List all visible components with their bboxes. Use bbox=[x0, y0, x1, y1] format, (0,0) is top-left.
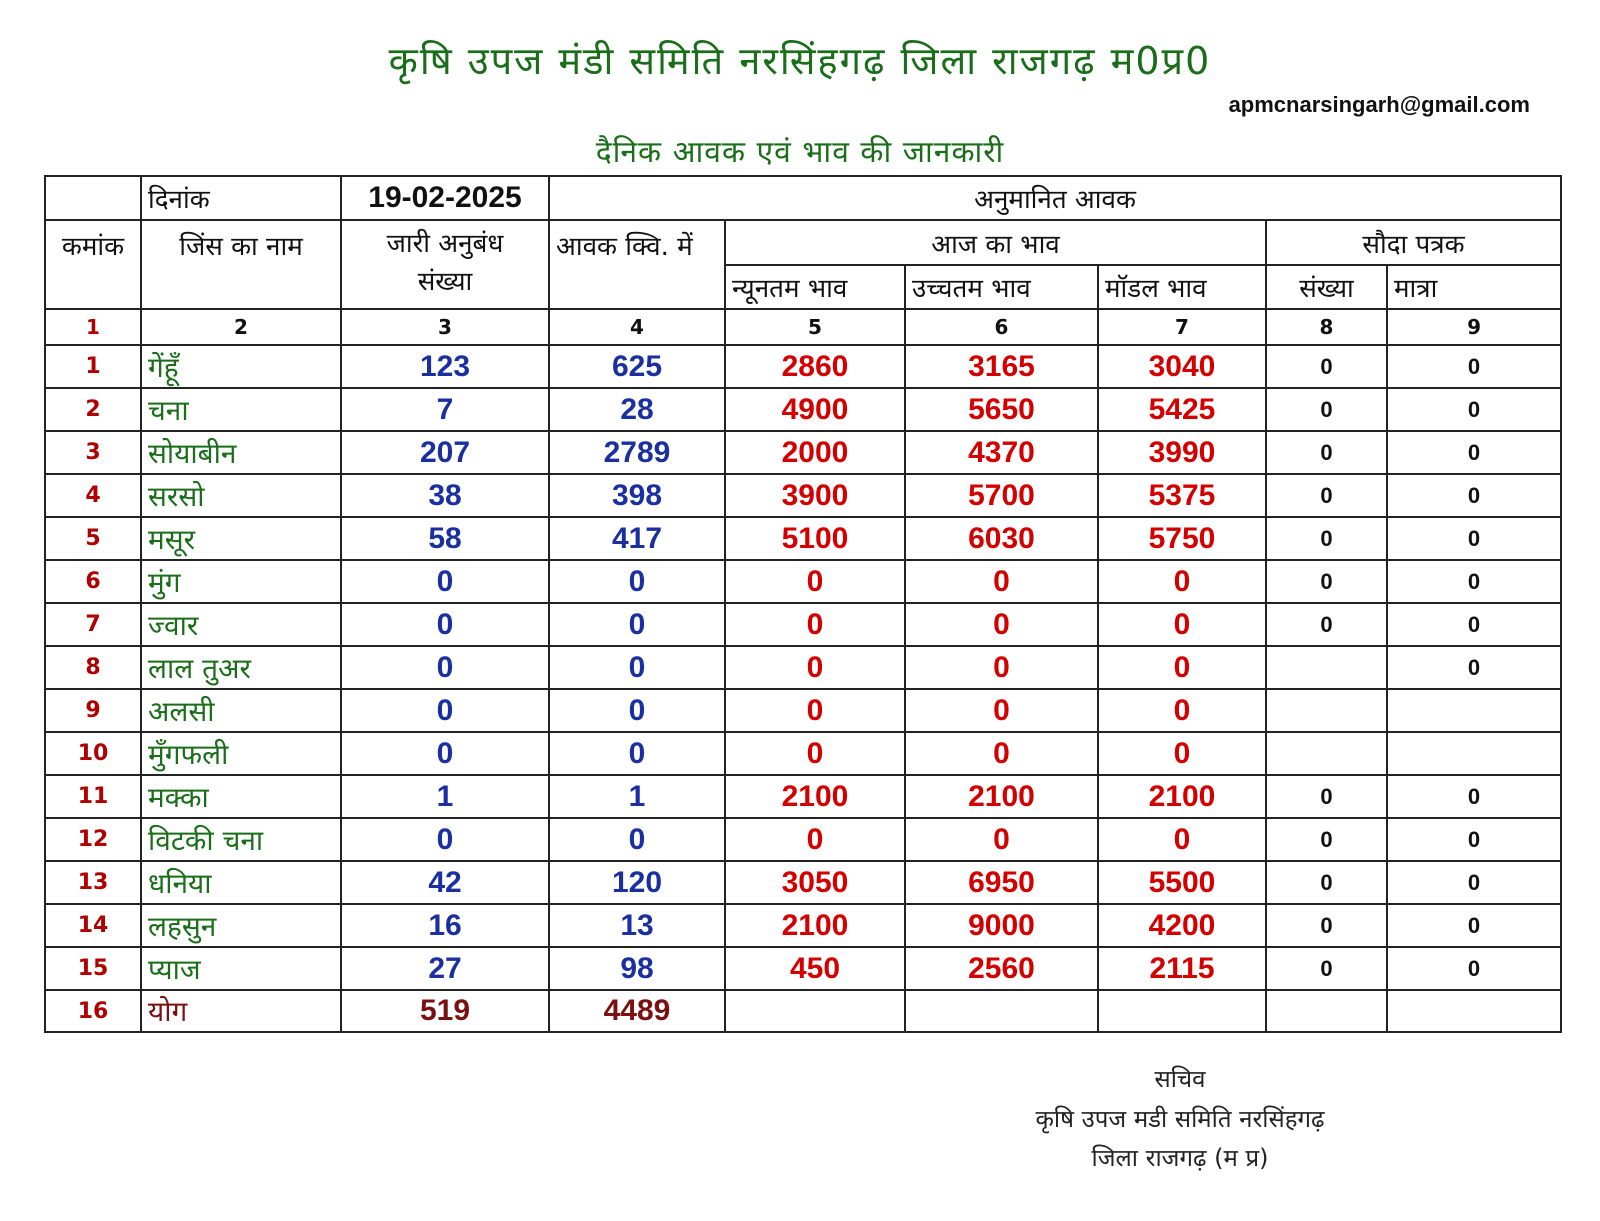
arrival-quantity: 28 bbox=[549, 388, 725, 431]
max-price: 0 bbox=[905, 560, 1098, 603]
total-serial: 16 bbox=[45, 990, 141, 1032]
contracts-count: 0 bbox=[341, 818, 549, 861]
min-price: 0 bbox=[725, 818, 905, 861]
min-price: 0 bbox=[725, 732, 905, 775]
date-label: दिनांक bbox=[141, 176, 341, 220]
deal-count: 0 bbox=[1266, 431, 1387, 474]
max-price: 0 bbox=[905, 732, 1098, 775]
arrival-quantity: 0 bbox=[549, 818, 725, 861]
table-row bbox=[45, 646, 1561, 689]
serial-number: 3 bbox=[45, 431, 141, 474]
serial-number: 5 bbox=[45, 517, 141, 560]
column-index: 5 bbox=[725, 309, 905, 345]
crop-name: मुंग bbox=[141, 560, 341, 603]
serial-number: 1 bbox=[45, 345, 141, 388]
signature-org: कृषि उपज मडी समिति नरसिंहगढ़ bbox=[1035, 1105, 1325, 1133]
table-row bbox=[45, 947, 1561, 990]
arrival-quantity: 417 bbox=[549, 517, 725, 560]
deal-count: 0 bbox=[1266, 947, 1387, 990]
deal-count bbox=[1266, 646, 1387, 689]
contracts-count: 0 bbox=[341, 646, 549, 689]
max-price: 5700 bbox=[905, 474, 1098, 517]
crop-name: मुँगफली bbox=[141, 732, 341, 775]
table-row bbox=[45, 431, 1561, 474]
contracts-count: 7 bbox=[341, 388, 549, 431]
deal-count: 0 bbox=[1266, 474, 1387, 517]
table-row bbox=[45, 388, 1561, 431]
count-header: संख्या bbox=[1266, 265, 1387, 309]
model-price: 0 bbox=[1098, 689, 1266, 732]
min-price: 0 bbox=[725, 689, 905, 732]
min-price: 0 bbox=[725, 603, 905, 646]
contracts-count: 207 bbox=[341, 431, 549, 474]
serial-number: 11 bbox=[45, 775, 141, 818]
deal-count: 0 bbox=[1266, 388, 1387, 431]
todays-price-header: आज का भाव bbox=[725, 220, 1266, 265]
arrival-quantity: 0 bbox=[549, 560, 725, 603]
crop-name: मक्का bbox=[141, 775, 341, 818]
model-price: 0 bbox=[1098, 732, 1266, 775]
model-price: 5750 bbox=[1098, 517, 1266, 560]
deal-count: 0 bbox=[1266, 861, 1387, 904]
arrival-quantity: 625 bbox=[549, 345, 725, 388]
model-price: 2115 bbox=[1098, 947, 1266, 990]
max-price-header: उच्चतम भाव bbox=[905, 265, 1098, 309]
empty-cell bbox=[1098, 990, 1266, 1032]
min-price: 450 bbox=[725, 947, 905, 990]
max-price: 2100 bbox=[905, 775, 1098, 818]
arrival-quantity: 98 bbox=[549, 947, 725, 990]
contracts-count: 0 bbox=[341, 603, 549, 646]
serial-number: 13 bbox=[45, 861, 141, 904]
crop-name: मसूर bbox=[141, 517, 341, 560]
contracts-count: 0 bbox=[341, 689, 549, 732]
crop-name: लाल तुअर bbox=[141, 646, 341, 689]
model-price-header: मॉडल भाव bbox=[1098, 265, 1266, 309]
min-price: 0 bbox=[725, 646, 905, 689]
crop-name-header: जिंस का नाम bbox=[141, 220, 341, 309]
serial-number: 2 bbox=[45, 388, 141, 431]
total-row bbox=[45, 990, 1561, 1032]
contracts-count: 123 bbox=[341, 345, 549, 388]
max-price: 0 bbox=[905, 603, 1098, 646]
deal-quantity bbox=[1387, 732, 1561, 775]
arrival-quantity: 0 bbox=[549, 646, 725, 689]
deal-quantity: 0 bbox=[1387, 474, 1561, 517]
contracts-header-line1: जारी अनुबंध bbox=[386, 229, 504, 259]
crop-name: ज्वार bbox=[141, 603, 341, 646]
empty-cell bbox=[725, 990, 905, 1032]
arrival-quantity: 0 bbox=[549, 603, 725, 646]
min-price: 2100 bbox=[725, 775, 905, 818]
page-subtitle: दैनिक आवक एवं भाव की जानकारी bbox=[595, 135, 1005, 170]
min-price: 0 bbox=[725, 560, 905, 603]
contracts-count: 16 bbox=[341, 904, 549, 947]
deal-quantity: 0 bbox=[1387, 775, 1561, 818]
crop-name: प्याज bbox=[141, 947, 341, 990]
arrival-quantity: 2789 bbox=[549, 431, 725, 474]
max-price: 0 bbox=[905, 689, 1098, 732]
total-contracts: 519 bbox=[341, 990, 549, 1032]
table-row bbox=[45, 775, 1561, 818]
deal-count bbox=[1266, 689, 1387, 732]
serial-number: 6 bbox=[45, 560, 141, 603]
empty-cell bbox=[1387, 990, 1561, 1032]
max-price: 0 bbox=[905, 646, 1098, 689]
model-price: 0 bbox=[1098, 646, 1266, 689]
crop-name: धनिया bbox=[141, 861, 341, 904]
serial-number: 10 bbox=[45, 732, 141, 775]
contracts-count: 1 bbox=[341, 775, 549, 818]
deal-quantity: 0 bbox=[1387, 431, 1561, 474]
page-title: कृषि उपज मंडी समिति नरसिंहगढ़ जिला राजगढ़ म0प्र0 bbox=[388, 39, 1212, 83]
deal-quantity: 0 bbox=[1387, 947, 1561, 990]
table-row bbox=[45, 474, 1561, 517]
deal-quantity: 0 bbox=[1387, 603, 1561, 646]
arrival-quantity: 398 bbox=[549, 474, 725, 517]
max-price: 0 bbox=[905, 818, 1098, 861]
min-price: 5100 bbox=[725, 517, 905, 560]
table-row bbox=[45, 818, 1561, 861]
deal-count: 0 bbox=[1266, 345, 1387, 388]
contracts-count: 38 bbox=[341, 474, 549, 517]
contracts-header bbox=[341, 220, 549, 309]
deal-quantity: 0 bbox=[1387, 388, 1561, 431]
crop-name: अलसी bbox=[141, 689, 341, 732]
column-index: 2 bbox=[141, 309, 341, 345]
column-index: 4 bbox=[549, 309, 725, 345]
table-row bbox=[45, 345, 1561, 388]
crop-name: चना bbox=[141, 388, 341, 431]
crop-name: सोयाबीन bbox=[141, 431, 341, 474]
column-index: 9 bbox=[1387, 309, 1561, 345]
deal-quantity: 0 bbox=[1387, 818, 1561, 861]
deal-count: 0 bbox=[1266, 904, 1387, 947]
blank-cell bbox=[45, 176, 141, 220]
table-row bbox=[45, 861, 1561, 904]
contracts-count: 42 bbox=[341, 861, 549, 904]
signature-district: जिला राजगढ़ (म प्र) bbox=[1091, 1144, 1269, 1172]
total-arrival: 4489 bbox=[549, 990, 725, 1032]
deal-count bbox=[1266, 732, 1387, 775]
contracts-count: 0 bbox=[341, 560, 549, 603]
min-price-header: न्यूनतम भाव bbox=[725, 265, 905, 309]
model-price: 0 bbox=[1098, 560, 1266, 603]
signature-title: सचिव bbox=[1154, 1065, 1206, 1093]
deal-quantity: 0 bbox=[1387, 861, 1561, 904]
date-row bbox=[45, 176, 1561, 220]
contracts-count: 58 bbox=[341, 517, 549, 560]
max-price: 6950 bbox=[905, 861, 1098, 904]
deal-count: 0 bbox=[1266, 775, 1387, 818]
deal-quantity: 0 bbox=[1387, 646, 1561, 689]
max-price: 2560 bbox=[905, 947, 1098, 990]
serial-number: 7 bbox=[45, 603, 141, 646]
table-row bbox=[45, 689, 1561, 732]
serial-number: 8 bbox=[45, 646, 141, 689]
table-row bbox=[45, 560, 1561, 603]
model-price: 0 bbox=[1098, 603, 1266, 646]
model-price: 5375 bbox=[1098, 474, 1266, 517]
deal-quantity: 0 bbox=[1387, 560, 1561, 603]
min-price: 2860 bbox=[725, 345, 905, 388]
max-price: 6030 bbox=[905, 517, 1098, 560]
deal-quantity: 0 bbox=[1387, 517, 1561, 560]
contracts-header-line2: संख्या bbox=[417, 267, 473, 297]
max-price: 3165 bbox=[905, 345, 1098, 388]
date-value: 19-02-2025 bbox=[341, 176, 549, 220]
table-row bbox=[45, 517, 1561, 560]
max-price: 9000 bbox=[905, 904, 1098, 947]
deal-count: 0 bbox=[1266, 517, 1387, 560]
column-index: 6 bbox=[905, 309, 1098, 345]
arrival-header: आवक क्वि. में bbox=[549, 220, 725, 309]
model-price: 2100 bbox=[1098, 775, 1266, 818]
serial-number: 12 bbox=[45, 818, 141, 861]
arrival-quantity: 0 bbox=[549, 732, 725, 775]
empty-cell bbox=[905, 990, 1098, 1032]
deal-count: 0 bbox=[1266, 818, 1387, 861]
deal-count: 0 bbox=[1266, 560, 1387, 603]
arrival-quantity: 13 bbox=[549, 904, 725, 947]
table-row bbox=[45, 904, 1561, 947]
arrival-quantity: 120 bbox=[549, 861, 725, 904]
deal-quantity bbox=[1387, 689, 1561, 732]
crop-name: गेंहूँ bbox=[141, 345, 341, 388]
arrival-price-table bbox=[44, 175, 1562, 1033]
min-price: 4900 bbox=[725, 388, 905, 431]
arrival-quantity: 1 bbox=[549, 775, 725, 818]
estimated-arrival-header: अनुमानित आवक bbox=[549, 176, 1561, 220]
min-price: 2100 bbox=[725, 904, 905, 947]
model-price: 5425 bbox=[1098, 388, 1266, 431]
max-price: 5650 bbox=[905, 388, 1098, 431]
model-price: 0 bbox=[1098, 818, 1266, 861]
deal-quantity: 0 bbox=[1387, 345, 1561, 388]
deal-sheet-header: सौदा पत्रक bbox=[1266, 220, 1561, 265]
min-price: 3900 bbox=[725, 474, 905, 517]
email-address: apmcnarsingarh@gmail.com bbox=[1228, 92, 1530, 117]
column-index: 1 bbox=[45, 309, 141, 345]
contracts-count: 27 bbox=[341, 947, 549, 990]
crop-name: विटकी चना bbox=[141, 818, 341, 861]
header-row-1 bbox=[45, 220, 1561, 265]
serial-number: 15 bbox=[45, 947, 141, 990]
total-label: योग bbox=[141, 990, 341, 1032]
serial-number: 9 bbox=[45, 689, 141, 732]
max-price: 4370 bbox=[905, 431, 1098, 474]
serial-number: 4 bbox=[45, 474, 141, 517]
table-row bbox=[45, 732, 1561, 775]
crop-name: लहसुन bbox=[141, 904, 341, 947]
quantity-header: मात्रा bbox=[1387, 265, 1561, 309]
column-index: 7 bbox=[1098, 309, 1266, 345]
arrival-quantity: 0 bbox=[549, 689, 725, 732]
deal-count: 0 bbox=[1266, 603, 1387, 646]
serial-number: 14 bbox=[45, 904, 141, 947]
min-price: 3050 bbox=[725, 861, 905, 904]
deal-quantity: 0 bbox=[1387, 904, 1561, 947]
column-index: 8 bbox=[1266, 309, 1387, 345]
model-price: 3040 bbox=[1098, 345, 1266, 388]
serial-header: कमांक bbox=[45, 220, 141, 309]
min-price: 2000 bbox=[725, 431, 905, 474]
column-index-row bbox=[45, 309, 1561, 345]
contracts-count: 0 bbox=[341, 732, 549, 775]
model-price: 5500 bbox=[1098, 861, 1266, 904]
column-index: 3 bbox=[341, 309, 549, 345]
model-price: 3990 bbox=[1098, 431, 1266, 474]
table-row bbox=[45, 603, 1561, 646]
empty-cell bbox=[1266, 990, 1387, 1032]
crop-name: सरसो bbox=[141, 474, 341, 517]
model-price: 4200 bbox=[1098, 904, 1266, 947]
